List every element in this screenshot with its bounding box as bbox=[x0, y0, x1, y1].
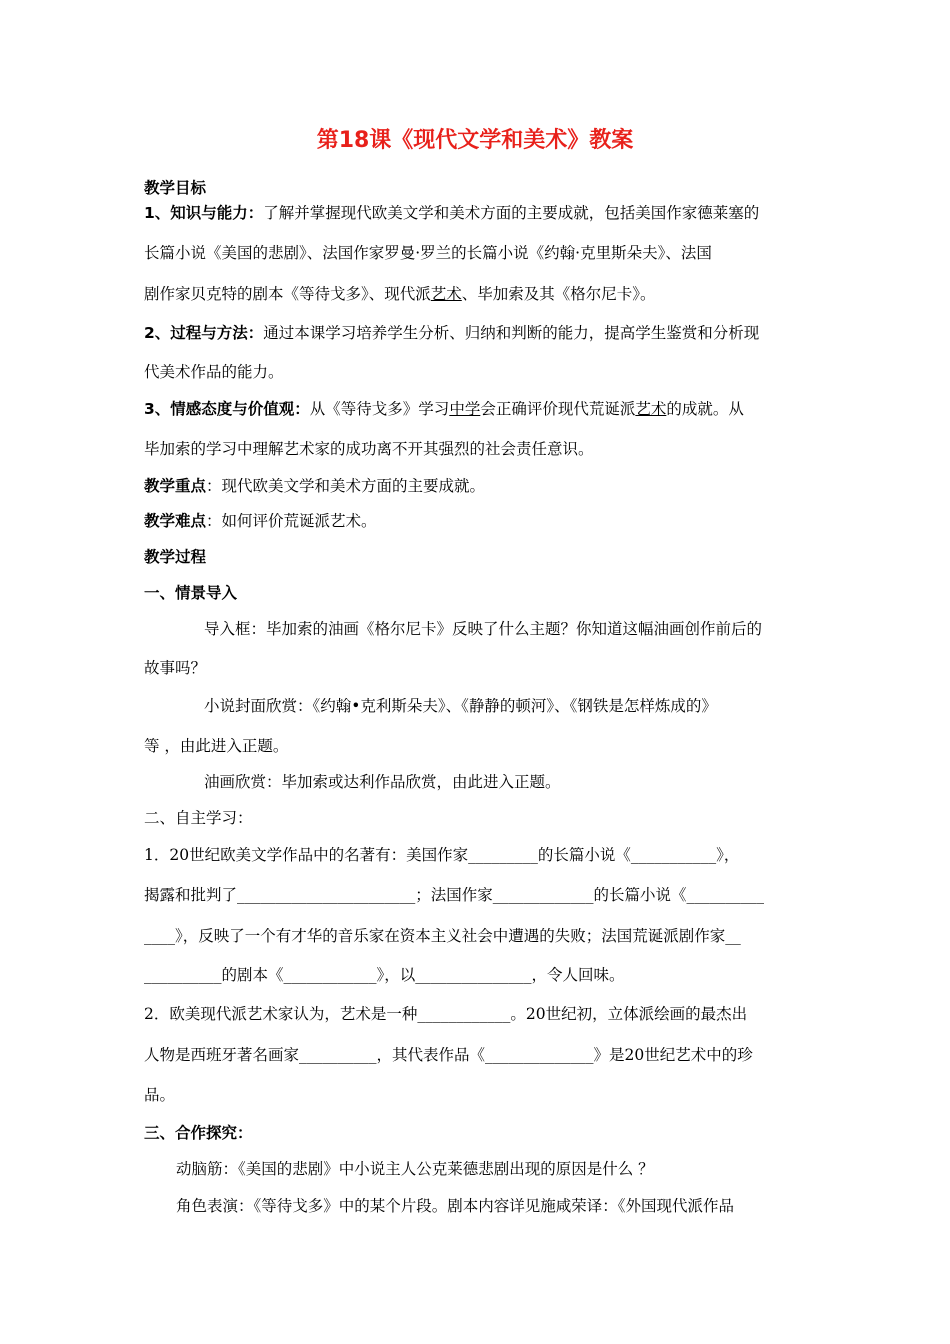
page-title: 第18课《现代文学和美术》教案 bbox=[316, 128, 634, 153]
goal-3-text-a: 从《等待戈多》学习 bbox=[309, 400, 450, 418]
key-points-label: 教学重点 bbox=[144, 477, 207, 495]
process-heading: 教学过程 bbox=[144, 548, 207, 566]
question-1-line-3: ____》，反映了一个有才华的音乐家在资本主义社会中遭遇的失败；法国荒诞派剧作家__ bbox=[144, 927, 741, 945]
question-2-line-3: 品。 bbox=[144, 1086, 176, 1104]
difficult-points-label: 教学难点 bbox=[144, 512, 207, 530]
goal-2-line-1 bbox=[144, 323, 759, 343]
goal-1-underlined: 艺术 bbox=[430, 285, 462, 303]
intro-line-1: 导入框：毕加索的油画《格尔尼卡》反映了什么主题？你知道这幅油画创作前后的 bbox=[204, 620, 763, 638]
difficult-points-text: ：如何评价荒诞派艺术。 bbox=[206, 512, 377, 530]
goal-3-text-c: 的成就。从 bbox=[666, 400, 744, 418]
goal-3-underlined-1: 中学 bbox=[449, 400, 481, 418]
goals-heading: 教学目标 bbox=[144, 179, 207, 197]
goal-1-text-b: 、毕加索及其《格尔尼卡》。 bbox=[461, 285, 656, 303]
painting-line: 油画欣赏：毕加索或达利作品欣赏，由此进入正题。 bbox=[204, 773, 561, 791]
goal-1-line-2: 长篇小说《美国的悲剧》、法国作家罗曼·罗兰的长篇小说《约翰·克里斯朵夫》、法国 bbox=[144, 244, 712, 262]
goal-2-line-2: 代美术作品的能力。 bbox=[144, 363, 284, 381]
goal-3-line-2: 毕加索的学习中理解艺术家的成功离不开其强烈的社会责任意识。 bbox=[144, 440, 594, 458]
goal-1-line-1 bbox=[144, 203, 759, 223]
section-2-heading: 二、自主学习： bbox=[144, 809, 253, 827]
goal-1-line-3 bbox=[144, 284, 656, 304]
goal-2-label: 2、过程与方法： bbox=[144, 324, 264, 342]
section-1-heading: 一、情景导入 bbox=[144, 584, 238, 602]
brain-question: 动脑筋：《美国的悲剧》中小说主人公克莱德悲剧出现的原因是什么 ？ bbox=[176, 1160, 654, 1178]
question-2-line-2: 人物是西班牙著名画家__________，其代表作品《______________》是20世纪艺术中的珍 bbox=[144, 1046, 753, 1064]
novel-line-2: 等 ，由此进入正题。 bbox=[144, 737, 289, 755]
goal-2-text: 通过本课学习培养学生分析、归纳和判断的能力，提高学生鉴赏和分析现 bbox=[263, 324, 760, 342]
intro-line-2: 故事吗？ bbox=[144, 659, 207, 677]
goal-1-label: 1、知识与能力： bbox=[144, 204, 264, 222]
goal-3-line-1 bbox=[144, 399, 744, 419]
section-3-heading: 三、合作探究： bbox=[144, 1124, 253, 1142]
goal-1-text-a: 剧作家贝克特的剧本《等待戈多》、现代派 bbox=[144, 285, 431, 303]
difficult-points bbox=[144, 511, 377, 531]
goal-3-text-b: 会正确评价现代荒诞派 bbox=[480, 400, 636, 418]
question-1-line-4: __________的剧本《____________》，以_______________，令人回味。 bbox=[144, 966, 625, 984]
goal-3-label: 3、情感态度与价值观： bbox=[144, 400, 310, 418]
goal-1-text: 了解并掌握现代欧美文学和美术方面的主要成就，包括美国作家德莱塞的 bbox=[263, 204, 760, 222]
key-points-text: ：现代欧美文学和美术方面的主要成就。 bbox=[206, 477, 486, 495]
question-2-line-1: 2．欧美现代派艺术家认为，艺术是一种____________。20世纪初，立体派绘画的最杰出 bbox=[144, 1005, 748, 1023]
novel-line-1: 小说封面欣赏：《约翰•克利斯朵夫》、《静静的顿河》、《钢铁是怎样炼成的》 bbox=[204, 697, 717, 715]
key-points bbox=[144, 476, 485, 496]
role-play: 角色表演：《等待戈多》中的某个片段。剧本内容详见施咸荣译：《外国现代派作品 bbox=[176, 1197, 735, 1215]
question-1-line-2: 揭露和批判了_______________________；法国作家_____________的长篇小说《__________ bbox=[144, 886, 765, 904]
goal-3-underlined-2: 艺术 bbox=[635, 400, 667, 418]
question-1-line-1: 1．20世纪欧美文学作品中的名著有：美国作家_________的长篇小说《___________》， bbox=[144, 846, 740, 864]
